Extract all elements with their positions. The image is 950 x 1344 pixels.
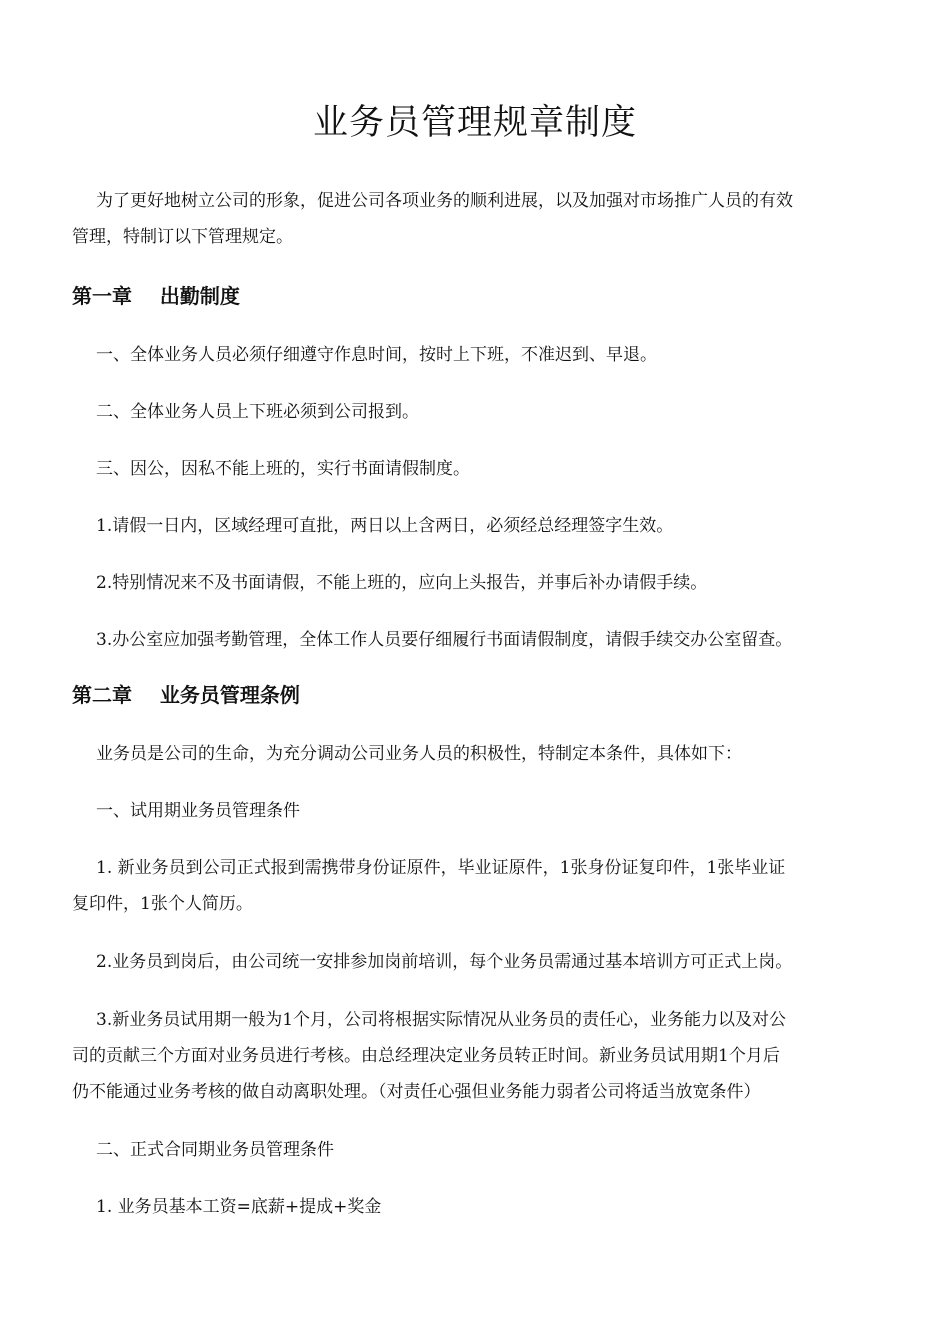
item-3-line-3: 仍不能通过业务考核的做自动离职处理。（对责任心强但业务能力弱者公司将适当放宽条件） — [72, 1082, 761, 1102]
intro-line-2: 管理，特制订以下管理规定。 — [72, 227, 293, 247]
chapter-1-item: 三、因公，因私不能上班的，实行书面请假制度。 — [96, 459, 470, 479]
chapter-1-item: 2.特别情况来不及书面请假，不能上班的，应向上头报告，并事后补办请假手续。 — [96, 573, 708, 593]
chapter-1-item: 3.办公室应加强考勤管理，全体工作人员要仔细履行书面请假制度，请假手续交办公室留查。 — [96, 630, 793, 650]
chapter-1-item: 一、全体业务人员必须仔细遵守作息时间，按时上下班，不准迟到、早退。 — [96, 345, 657, 365]
item-3-line-1: 3.新业务员试用期一般为1个月，公司将根据实际情况从业务员的责任心，业务能力以及对公 — [96, 1010, 787, 1030]
chapter-2-section-1: 一、试用期业务员管理条件 — [96, 801, 300, 821]
chapter-1-item: 二、全体业务人员上下班必须到公司报到。 — [96, 402, 419, 422]
intro-paragraph — [72, 183, 882, 255]
document-title: 业务员管理规章制度 — [312, 103, 637, 143]
chapter-1-item: 1.请假一日内，区域经理可直批，两日以上含两日，必须经总经理签字生效。 — [96, 516, 674, 536]
chapter-2-section-2: 二、正式合同期业务员管理条件 — [96, 1140, 334, 1160]
chapter-1-heading: 第一章 出勤制度 — [72, 284, 240, 308]
chapter-2-heading: 第二章 业务员管理条例 — [72, 683, 300, 707]
chapter-2-item-2: 2.业务员到岗后，由公司统一安排参加岗前培训，每个业务员需通过基本培训方可正式上岗。 — [96, 952, 793, 972]
chapter-2-intro: 业务员是公司的生命，为充分调动公司业务人员的积极性，特制定本条件，具体如下： — [96, 744, 742, 764]
item-1-line-1: 1. 新业务员到公司正式报到需携带身份证原件，毕业证原件，1张身份证复印件，1张毕业证 — [96, 858, 786, 878]
chapter-2-item-4: 1. 业务员基本工资=底薪+提成+奖金 — [96, 1197, 382, 1217]
item-3-line-2: 司的贡献三个方面对业务员进行考核。由总经理决定业务员转正时间。新业务员试用期1个月后 — [72, 1046, 780, 1066]
item-1-line-2: 复印件，1张个人简历。 — [72, 894, 253, 914]
chapter-2-item-1 — [72, 850, 882, 922]
chapter-2-item-3 — [72, 1002, 882, 1110]
intro-line-1: 为了更好地树立公司的形象，促进公司各项业务的顺利进展，以及加强对市场推广人员的有效 — [96, 191, 793, 211]
